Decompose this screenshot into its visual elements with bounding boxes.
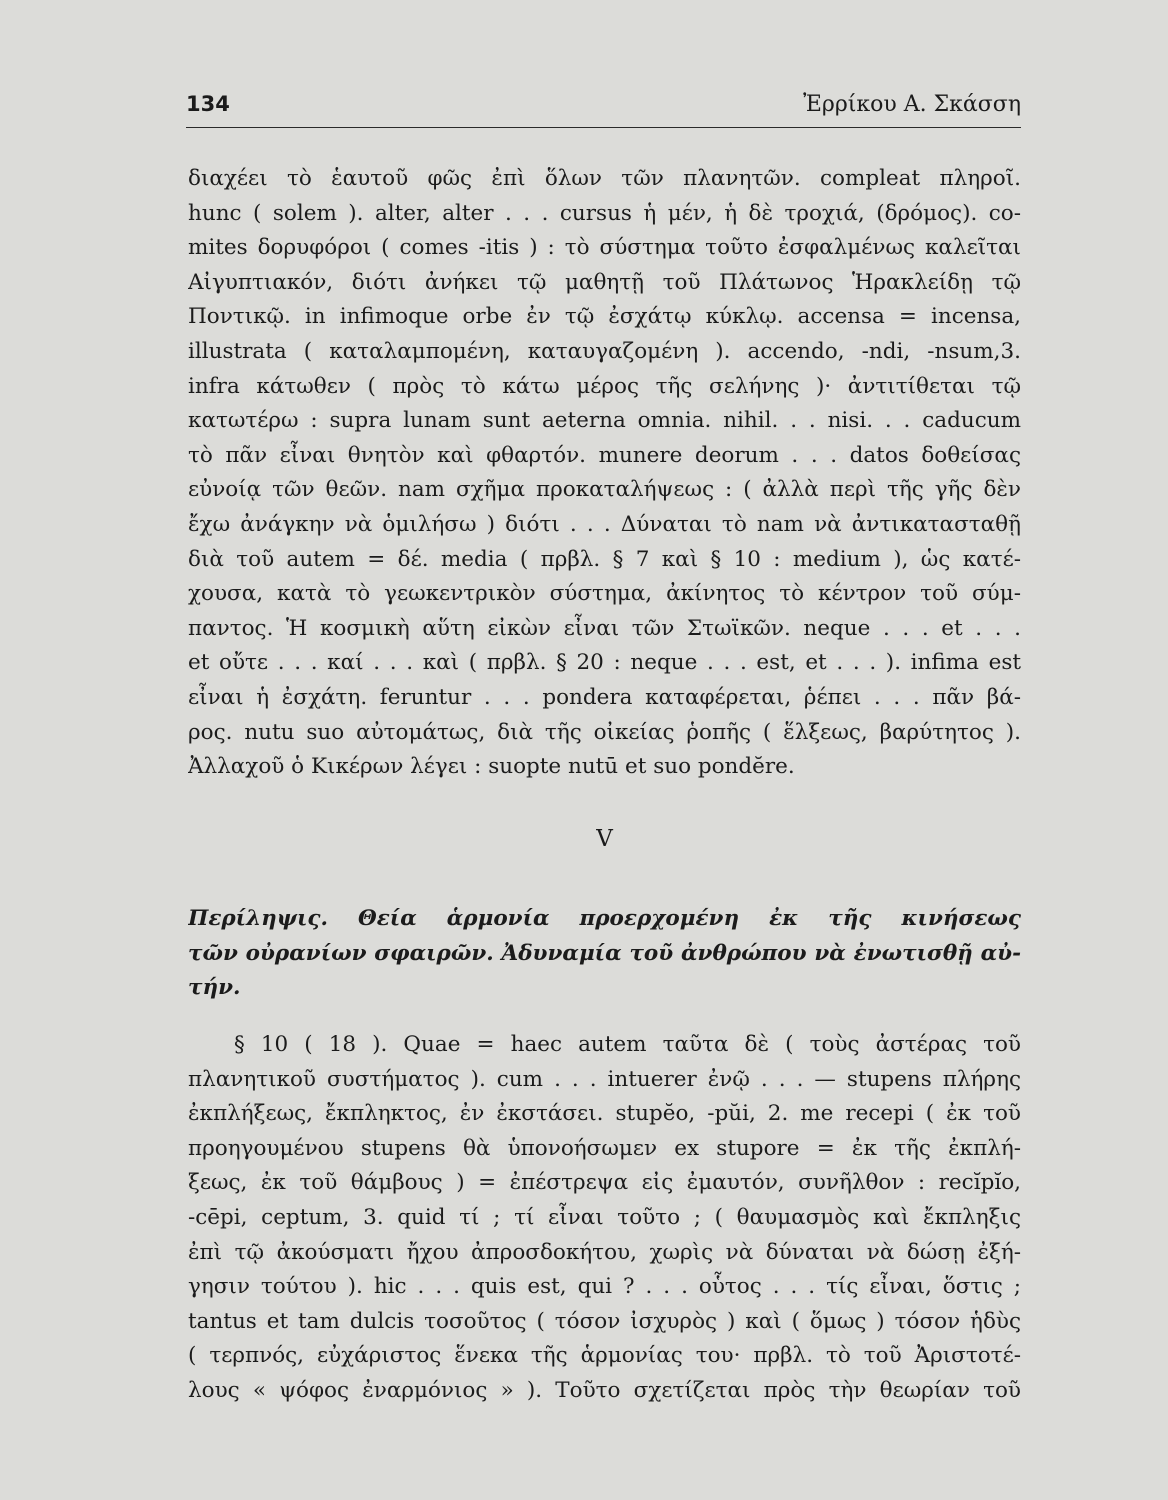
text-line: mites δορυφόροι ( comes -itis ) : τὸ σύστημα τοῦτο ἐσφαλμένως καλεῖται — [188, 235, 1021, 261]
paragraph-section-10 — [188, 1028, 1021, 1409]
text-line: Ἀλλαχοῦ ὁ Κικέρων λέγει : suopte nutū et suo pondĕre. — [188, 754, 795, 780]
text-line: et οὔτε . . . καί . . . καὶ ( πρβλ. § 20 : neque . . . est, et . . . ). infima est — [188, 650, 1021, 676]
text-line: Ποντικῷ. in infimoque orbe ἐν τῷ ἐσχάτῳ κύκλῳ. accensa = incensa, — [188, 304, 1021, 330]
text-line: διαχέει τὸ ἑαυτοῦ φῶς ἐπὶ ὅλων τῶν πλανητῶν. compleat πληροῖ. — [188, 166, 1021, 191]
page-header — [186, 92, 1021, 128]
text-line: hunc ( solem ). alter, alter . . . cursus ἡ μέν, ἡ δὲ τροχιά, (δρόμος). co- — [188, 200, 1021, 226]
text-line: tantus et tam dulcis τοσοῦτος ( τόσον ἰσχυρὸς ) καὶ ( ὅμως ) τόσον ἡδὺς — [188, 1308, 1021, 1334]
text-line: εὐνοίᾳ τῶν θεῶν. nam σχῆμα προκαταλήψεως : ( ἀλλὰ περὶ τῆς γῆς δὲν — [188, 477, 1021, 503]
text-line: infra κάτωθεν ( πρὸς τὸ κάτω μέρος τῆς σελήνης )· ἀντιτίθεται τῷ — [188, 373, 1021, 399]
summary-line: τήν. — [188, 975, 241, 1001]
section-numeral: V — [596, 826, 613, 852]
summary-line: Περίληψις. Θεία ἁρμονία προερχομένη ἐκ τῆς κινήσεως — [188, 906, 1021, 931]
text-line: διὰ τοῦ autem = δέ. media ( πρβλ. § 7 καὶ § 10 : medium ), ὡς κατέ- — [188, 546, 1021, 572]
text-line: παντος. Ἡ κοσμικὴ αὕτη εἰκὼν εἶναι τῶν Στωϊκῶν. neque . . . et . . . — [188, 615, 1021, 641]
header-rule — [186, 127, 1021, 128]
text-line: χουσα, κατὰ τὸ γεωκεντρικὸν σύστημα, ἀκίνητος τὸ κέντρον τοῦ σύμ- — [188, 581, 1021, 607]
text-line: ἐπὶ τῷ ἀκούσματι ἤχου ἀπροσδοκήτου, χωρὶς νὰ δύναται νὰ δώσῃ ἐξή- — [188, 1239, 1021, 1265]
commentary-block — [188, 162, 1021, 785]
text-line: προηγουμένου stupens θὰ ὑπονοήσωμεν ex stupore = ἐκ τῆς ἐκπλή- — [188, 1135, 1021, 1161]
text-line: -cēpi, ceptum, 3. quid τί ; τί εἶναι τοῦτο ; ( θαυμασμὸς καὶ ἔκπληξις — [188, 1204, 1021, 1230]
summary-line: τῶν οὐρανίων σφαιρῶν. Ἀδυναμία τοῦ ἀνθρώπου νὰ ἐνωτισθῇ αὐ- — [188, 940, 1021, 966]
text-line: illustrata ( καταλαμπομένη, καταυγαζομένη ). accendo, -ndi, -nsum,3. — [188, 338, 1021, 364]
text-line: § 10 ( 18 ). Quae = haec autem ταῦτα δὲ ( τοὺς ἀστέρας τοῦ — [234, 1032, 1021, 1057]
text-line: λους « ψόφος ἐναρμόνιος » ). Τοῦτο σχετίζεται πρὸς τὴν θεωρίαν τοῦ — [188, 1377, 1021, 1403]
text-line: τὸ πᾶν εἶναι θνητὸν καὶ φθαρτόν. munere deorum . . . datos δοθείσας — [188, 442, 1021, 468]
text-line: γησιν τούτου ). hic . . . quis est, qui ? . . . οὗτος . . . τίς εἶναι, ὅστις ; — [188, 1274, 1021, 1300]
section-summary — [188, 902, 1021, 1006]
text-line: πλανητικοῦ συστήματος ). cum . . . intuerer ἐνῷ . . . — stupens πλήρης — [188, 1066, 1021, 1092]
text-line: Αἰγυπτιακόν, διότι ἀνήκει τῷ μαθητῇ τοῦ Πλάτωνος Ἡρακλείδῃ τῷ — [188, 269, 1021, 295]
text-line: ἔχω ἀνάγκην νὰ ὁμιλήσω ) διότι . . . Δύναται τὸ nam νὰ ἀντικατασταθῇ — [188, 511, 1021, 537]
page-number: 134 — [186, 92, 230, 116]
text-line: εἶναι ἡ ἐσχάτη. feruntur . . . pondera καταφέρεται, ῥέπει . . . πᾶν βά- — [188, 684, 1021, 710]
text-line: ξεως, ἐκ τοῦ θάμβους ) = ἐπέστρεψα εἰς ἐμαυτόν, συνῆλθον : recĭpĭo, — [188, 1170, 1021, 1196]
text-line: ρος. nutu suo αὐτομάτως, διὰ τῆς οἰκείας ῥοπῆς ( ἕλξεως, βαρύτητος ). — [188, 719, 1021, 745]
running-head: Ἐρρίκου Α. Σκάσση — [803, 92, 1021, 117]
text-line: κατωτέρω : supra lunam sunt aeterna omnia. nihil. . . nisi. . . caducum — [188, 408, 1021, 434]
text-line: ἐκπλήξεως, ἔκπληκτος, ἐν ἐκστάσει. stupĕo, -pŭi, 2. me recepi ( ἐκ τοῦ — [188, 1101, 1021, 1127]
text-line: ( τερπνός, εὐχάριστος ἕνεκα τῆς ἁρμονίας του· πρβλ. τὸ τοῦ Ἀριστοτέ- — [188, 1343, 1021, 1369]
